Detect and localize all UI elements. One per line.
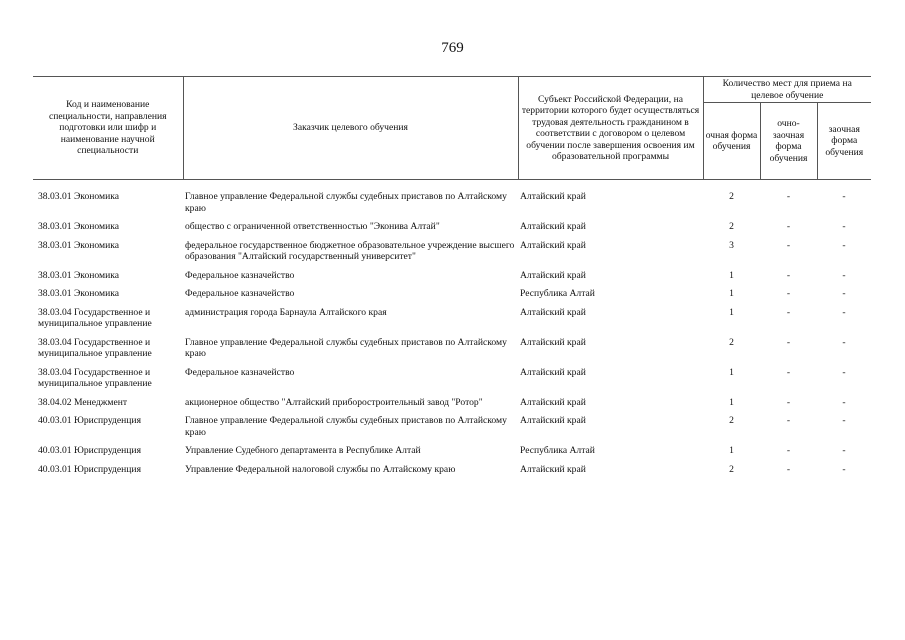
header-places: Количество мест для приема на целевое обучение bbox=[703, 77, 871, 103]
cell-customer: администрация города Барнаула Алтайского края bbox=[185, 306, 387, 318]
cell-part-time: - bbox=[786, 366, 791, 378]
cell-part-time: - bbox=[786, 415, 791, 426]
cell-full-time: 2 bbox=[729, 463, 734, 475]
table-row bbox=[33, 180, 871, 222]
cell-customer: Главное управление Федеральной службы судебных приставов по Алтайскому краю bbox=[185, 415, 507, 438]
cell-subject: Алтайский край bbox=[520, 366, 586, 378]
cell-code: 38.03.04 Государственное и муниципальное управление bbox=[38, 306, 152, 329]
cell-full-time: 1 bbox=[729, 306, 734, 318]
cell-extramural: - bbox=[842, 366, 846, 378]
header-extramural: заочная форма обучения bbox=[817, 103, 871, 180]
cell-part-time: - bbox=[786, 221, 791, 232]
table-row bbox=[33, 240, 871, 270]
cell-part-time: - bbox=[786, 463, 791, 475]
cell-full-time: 2 bbox=[729, 415, 734, 426]
cell-extramural: - bbox=[842, 306, 846, 318]
cell-customer: Федеральное казначейство bbox=[185, 288, 295, 299]
cell-part-time: - bbox=[786, 336, 791, 348]
header-part-time: очно-заочная форма обучения bbox=[760, 103, 817, 180]
cell-customer: Федеральное казначейство bbox=[185, 269, 295, 281]
cell-subject: Алтайский край bbox=[520, 415, 586, 426]
cell-extramural: - bbox=[842, 445, 846, 456]
cell-extramural: - bbox=[842, 269, 846, 281]
cell-code: 40.03.01 Юриспруденция bbox=[38, 463, 141, 475]
cell-full-time: 1 bbox=[729, 366, 734, 378]
table-row bbox=[33, 337, 871, 367]
cell-subject: Республика Алтай bbox=[520, 288, 595, 299]
cell-code: 38.03.04 Государственное и муниципальное управление bbox=[38, 336, 152, 359]
cell-full-time: 2 bbox=[729, 191, 734, 202]
cell-customer: Управление Судебного департамента в Республике Алтай bbox=[185, 445, 421, 456]
cell-code: 38.03.04 Государственное и муниципальное управление bbox=[38, 366, 152, 389]
table-row bbox=[33, 288, 871, 307]
cell-customer: акционерное общество "Алтайский приборостроительный завод "Ротор" bbox=[185, 396, 483, 408]
cell-extramural: - bbox=[842, 415, 846, 426]
cell-subject: Алтайский край bbox=[520, 463, 586, 475]
cell-full-time: 3 bbox=[729, 239, 734, 251]
cell-code: 38.03.01 Экономика bbox=[38, 288, 120, 299]
table-row bbox=[33, 464, 871, 483]
cell-code: 40.03.01 Юриспруденция bbox=[38, 415, 141, 426]
table-body bbox=[33, 180, 871, 483]
header-customer: Заказчик целевого обучения bbox=[183, 77, 518, 180]
cell-part-time: - bbox=[786, 239, 791, 251]
table-row bbox=[33, 445, 871, 464]
cell-extramural: - bbox=[842, 463, 846, 475]
table-row bbox=[33, 307, 871, 337]
cell-subject: Алтайский край bbox=[520, 269, 586, 281]
cell-full-time: 2 bbox=[729, 221, 734, 232]
table-header bbox=[33, 77, 871, 180]
cell-customer: Управление Федеральной налоговой службы по Алтайскому краю bbox=[185, 463, 456, 475]
header-code: Код и наименование специальности, направления подготовки или шифр и наименование научной специальности bbox=[33, 77, 183, 180]
cell-full-time: 1 bbox=[729, 288, 734, 299]
cell-full-time: 1 bbox=[729, 445, 734, 456]
cell-part-time: - bbox=[786, 269, 791, 281]
table-row bbox=[33, 397, 871, 416]
cell-subject: Алтайский край bbox=[520, 336, 586, 348]
cell-part-time: - bbox=[786, 396, 791, 408]
table-row bbox=[33, 270, 871, 289]
cell-subject: Алтайский край bbox=[520, 396, 586, 408]
cell-code: 38.03.01 Экономика bbox=[38, 191, 120, 202]
cell-subject: Алтайский край bbox=[520, 306, 586, 318]
cell-part-time: - bbox=[786, 191, 791, 202]
cell-code: 38.03.01 Экономика bbox=[38, 239, 120, 251]
cell-part-time: - bbox=[786, 288, 791, 299]
cell-code: 38.03.01 Экономика bbox=[38, 269, 120, 281]
cell-extramural: - bbox=[842, 288, 846, 299]
cell-extramural: - bbox=[842, 191, 846, 202]
page-number: 769 bbox=[441, 40, 464, 56]
header-full-time: очная форма обучения bbox=[703, 103, 760, 180]
cell-full-time: 1 bbox=[729, 269, 734, 281]
cell-extramural: - bbox=[842, 336, 846, 348]
cell-code: 38.03.01 Экономика bbox=[38, 221, 120, 232]
cell-subject: Алтайский край bbox=[520, 221, 586, 232]
table-row bbox=[33, 221, 871, 240]
target-admission-table bbox=[33, 76, 871, 482]
cell-customer: федеральное государственное бюджетное образовательное учреждение высшего образования "Алтайский государственный университет" bbox=[185, 239, 515, 262]
cell-customer: Главное управление Федеральной службы судебных приставов по Алтайскому краю bbox=[185, 336, 507, 359]
header-subject: Субъект Российской Федерации, на территории которого будет осуществляться трудовая деятельность гражданином в соответствии с договором о целевом обучении после завершения освоения им образовательной программы bbox=[518, 77, 703, 180]
cell-subject: Республика Алтай bbox=[520, 445, 595, 456]
cell-extramural: - bbox=[842, 221, 846, 232]
cell-customer: Федеральное казначейство bbox=[185, 366, 295, 378]
cell-part-time: - bbox=[786, 306, 791, 318]
table-row bbox=[33, 415, 871, 445]
cell-subject: Алтайский край bbox=[520, 191, 586, 202]
cell-full-time: 2 bbox=[729, 336, 734, 348]
cell-part-time: - bbox=[786, 445, 791, 456]
table-row bbox=[33, 367, 871, 397]
cell-code: 38.04.02 Менеджмент bbox=[38, 396, 128, 408]
cell-code: 40.03.01 Юриспруденция bbox=[38, 445, 141, 456]
cell-extramural: - bbox=[842, 396, 846, 408]
cell-customer: общество с ограниченной ответственностью "Эконива Алтай" bbox=[185, 221, 440, 232]
cell-customer: Главное управление Федеральной службы судебных приставов по Алтайскому краю bbox=[185, 191, 507, 214]
cell-full-time: 1 bbox=[729, 396, 734, 408]
cell-subject: Алтайский край bbox=[520, 239, 586, 251]
cell-extramural: - bbox=[842, 239, 846, 251]
